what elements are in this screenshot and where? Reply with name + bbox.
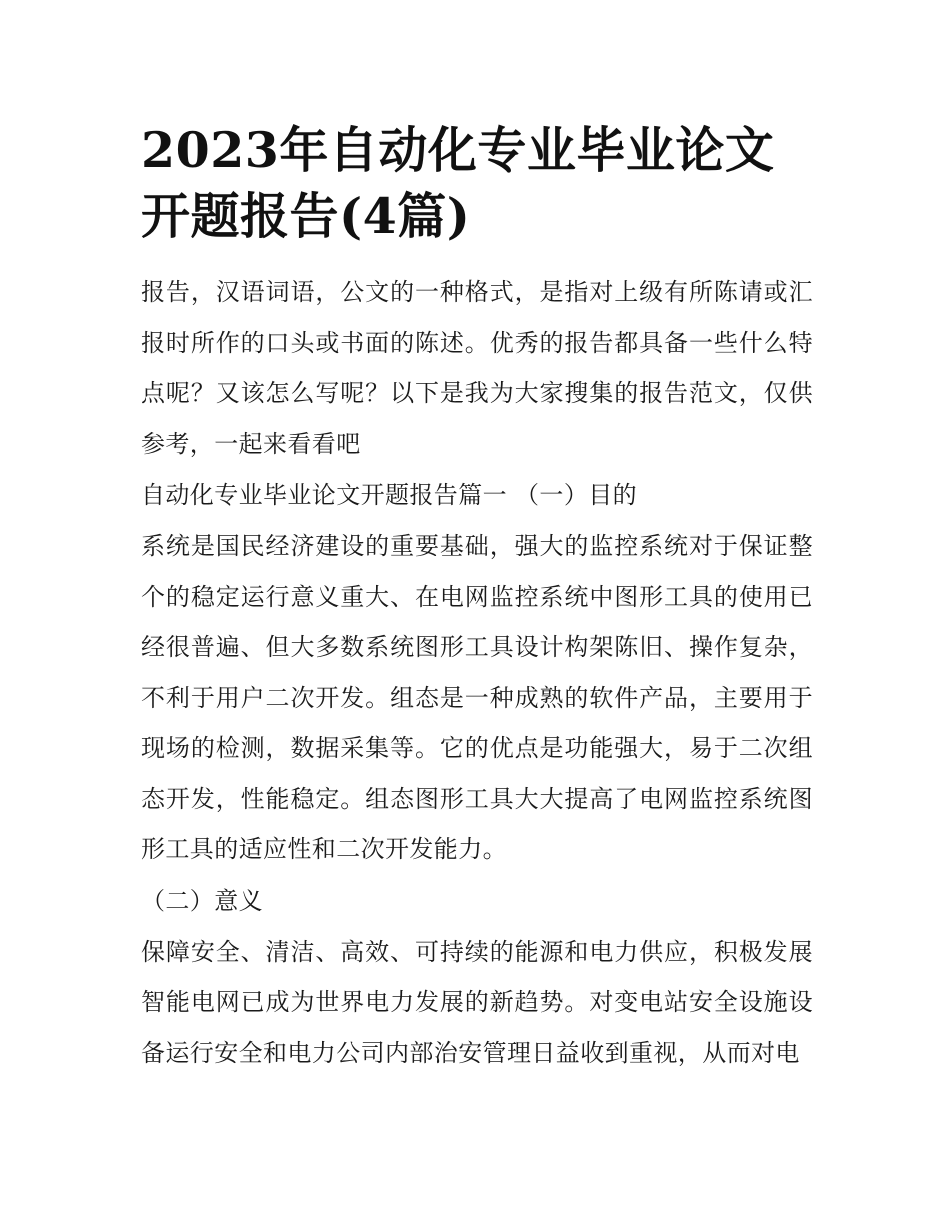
section-one-heading: 自动化专业毕业论文开题报告篇一 （一）目的	[141, 481, 638, 509]
section-one-body: 系统是国民经济建设的重要基础，强大的监控系统对于保证整个的稳定运行意义重大、在电网监控系统中图形工具的使用已经很普遍、但大多数系统图形工具设计构架陈旧、操作复杂，不利于用户二次开发。组态是一种成熟的软件产品，主要用于现场的检测，数据采集等。它的优点是功能强大，易于二次组态开发，性能稳定。组态图形工具大大提高了电网监控系统图形工具的适应性和二次开发能力。	[141, 532, 813, 863]
document-content	[141, 117, 813, 1082]
section-two-heading: （二）意义	[141, 886, 263, 915]
document-title: 2023年自动化专业毕业论文开题报告(4篇)	[141, 121, 775, 245]
intro-paragraph: 报告，汉语词语，公文的一种格式，是指对上级有所陈请或汇报时所作的口头或书面的陈述。优秀的报告都具备一些什么特点呢？又该怎么写呢？以下是我为大家搜集的报告范文，仅供参考，一起来看看吧	[141, 278, 813, 458]
section-two-body: 保障安全、清洁、高效、可持续的能源和电力供应，积极发展智能电网已成为世界电力发展的新趋势。对变电站安全设施设备运行安全和电力公司内部治安管理日益收到重视，从而对电	[141, 937, 813, 1067]
